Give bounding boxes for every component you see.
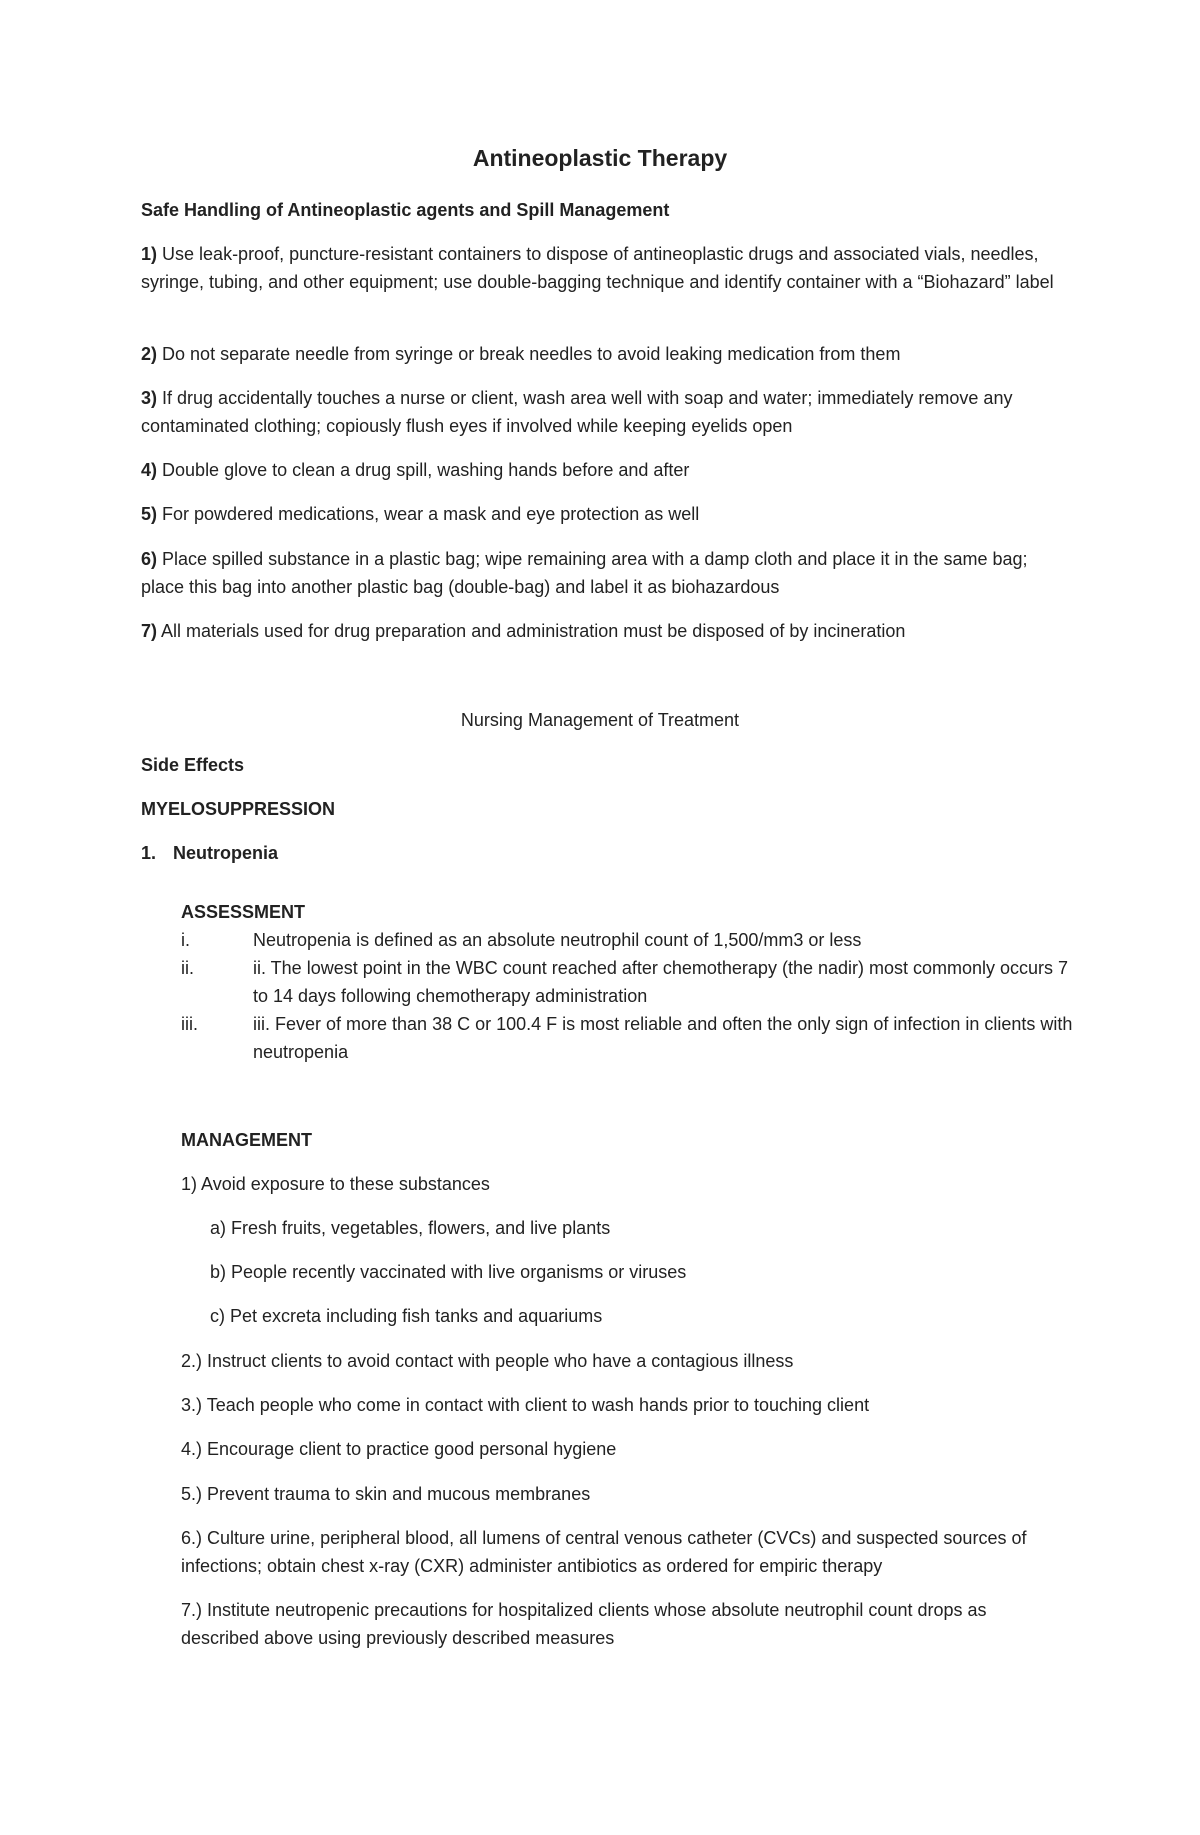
subitem-letter: a)	[210, 1218, 227, 1238]
item-text: Use leak-proof, puncture-resistant containers to dispose of antineoplastic drugs and associated vials, needles, syringe, tubing, and other equipment; use double-bagging technique and identify container with a “Biohazard” label	[141, 244, 1054, 292]
item-text: Instruct clients to avoid contact with people who have a contagious illness	[207, 1351, 794, 1371]
list-item	[141, 545, 1061, 601]
roman-number: i.	[181, 930, 190, 950]
item-number: 1)	[181, 1174, 198, 1194]
item-text: Encourage client to practice good personal hygiene	[207, 1439, 617, 1459]
roman-number: ii.	[181, 958, 194, 978]
management-heading: MANAGEMENT	[181, 1130, 312, 1150]
item-number: 5)	[141, 504, 158, 524]
item-number: 3)	[141, 388, 158, 408]
assessment-text: ii. The lowest point in the WBC count reached after chemotherapy (the nadir) most commonly occurs 7 to 14 days following chemotherapy administration	[253, 958, 1069, 1006]
item-number: 7)	[141, 621, 158, 641]
item-number: 2.)	[181, 1351, 203, 1371]
management-item	[181, 1596, 1061, 1652]
subitem-letter: c)	[210, 1306, 225, 1326]
management-item	[181, 1480, 1101, 1508]
assessment-heading: ASSESSMENT	[181, 902, 306, 922]
management-item	[181, 1170, 1101, 1198]
management-subitem	[210, 1214, 1130, 1242]
item-text: Place spilled substance in a plastic bag; wipe remaining area with a damp cloth and place it in the same bag; place this bag into another plastic bag (double-bag) and label it as biohazardous	[141, 549, 1028, 597]
item-text: Double glove to clean a drug spill, washing hands before and after	[162, 460, 690, 480]
subitem-letter: b)	[210, 1262, 227, 1282]
page-title: Antineoplastic Therapy	[472, 145, 728, 171]
management-subitem	[210, 1302, 1130, 1330]
assessment-text: Neutropenia is defined as an absolute neutrophil count of 1,500/mm3 or less	[253, 930, 862, 950]
subitem-text: People recently vaccinated with live organisms or viruses	[231, 1262, 687, 1282]
neutropenia-number: 1.	[141, 843, 157, 863]
list-item	[141, 384, 1061, 440]
item-text: Institute neutropenic precautions for hospitalized clients whose absolute neutrophil count drops as described above using previously described measures	[181, 1600, 987, 1648]
management-item	[181, 1391, 1101, 1419]
item-number: 4)	[141, 460, 158, 480]
item-number: 6.)	[181, 1528, 203, 1548]
item-text: Culture urine, peripheral blood, all lumens of central venous catheter (CVCs) and suspected sources of infections; obtain chest x-ray (CXR) administer antibiotics as ordered for empiric therapy	[181, 1528, 1027, 1576]
neutropenia-heading	[141, 839, 1061, 867]
item-text: Do not separate needle from syringe or break needles to avoid leaking medication from them	[162, 344, 901, 364]
roman-number: iii.	[181, 1014, 198, 1034]
item-text: Avoid exposure to these substances	[201, 1174, 490, 1194]
list-item	[141, 456, 1061, 484]
list-item	[141, 240, 1061, 296]
section-heading-safe-handling: Safe Handling of Antineoplastic agents and Spill Management	[141, 200, 670, 220]
management-item	[181, 1435, 1101, 1463]
side-effects-heading: Side Effects	[141, 755, 245, 775]
item-number: 5.)	[181, 1484, 203, 1504]
list-item	[141, 340, 1061, 368]
subitem-text: Pet excreta including fish tanks and aquariums	[230, 1306, 603, 1326]
assessment-text: iii. Fever of more than 38 C or 100.4 F is most reliable and often the only sign of infection in clients with neutropenia	[253, 1014, 1073, 1062]
item-text: All materials used for drug preparation and administration must be disposed of by incineration	[161, 621, 906, 641]
myelosuppression-heading: MYELOSUPPRESSION	[141, 799, 336, 819]
item-text: For powdered medications, wear a mask and eye protection as well	[162, 504, 700, 524]
item-number: 2)	[141, 344, 158, 364]
item-text: If drug accidentally touches a nurse or client, wash area well with soap and water; immediately remove any contaminated clothing; copiously flush eyes if involved while keeping eyelids open	[141, 388, 1013, 436]
neutropenia-label: Neutropenia	[173, 843, 279, 863]
section-heading-nursing-management: Nursing Management of Treatment	[460, 710, 740, 730]
management-subitem	[210, 1258, 1130, 1286]
management-item	[181, 1347, 1101, 1375]
subitem-text: Fresh fruits, vegetables, flowers, and live plants	[231, 1218, 611, 1238]
item-text: Teach people who come in contact with client to wash hands prior to touching client	[206, 1395, 870, 1415]
item-number: 4.)	[181, 1439, 203, 1459]
item-number: 7.)	[181, 1600, 203, 1620]
item-number: 3.)	[181, 1395, 203, 1415]
item-text: Prevent trauma to skin and mucous membranes	[207, 1484, 591, 1504]
item-number: 6)	[141, 549, 158, 569]
list-item	[141, 617, 1061, 645]
item-number: 1)	[141, 244, 158, 264]
management-item	[181, 1524, 1061, 1580]
list-item	[141, 500, 1061, 528]
